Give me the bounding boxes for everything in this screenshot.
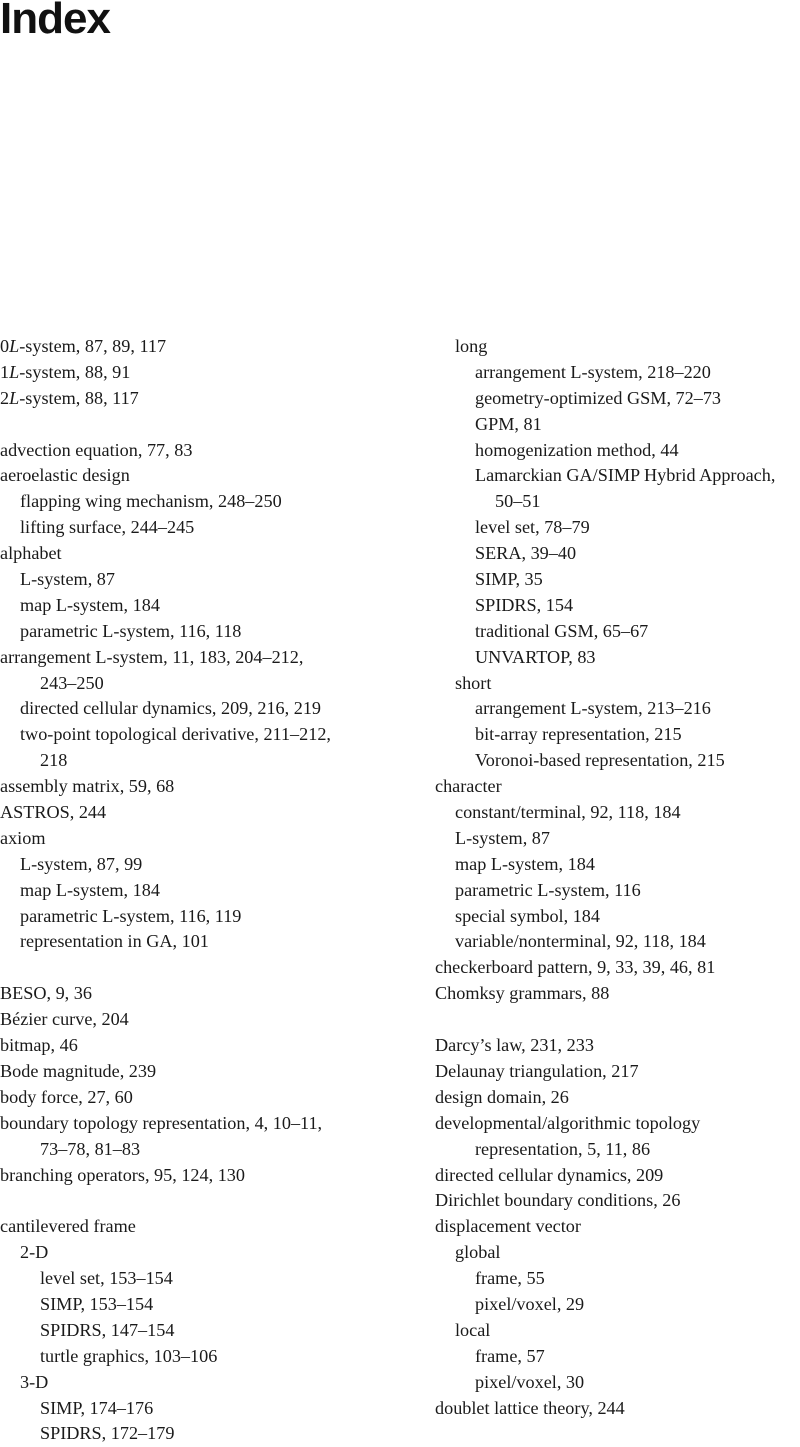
entry-text: 73–78, 81–83: [40, 1138, 141, 1159]
entry-text: level set, 78–79: [475, 517, 590, 538]
index-entry: [435, 515, 800, 541]
entry-text: representation in GA, 101: [20, 931, 209, 952]
index-entry: [435, 1059, 800, 1085]
index-entry: [0, 981, 420, 1007]
entry-text: geometry-optimized GSM, 72–73: [475, 387, 722, 408]
entry-text: L-system, 87: [20, 569, 115, 590]
entry-text: boundary topology representation, 4, 10–11,: [0, 1112, 323, 1133]
index-entry: [435, 463, 800, 489]
index-entry: [0, 463, 420, 489]
page-title: Index: [0, 0, 110, 43]
index-entry: [0, 929, 420, 955]
entry-text: variable/nonterminal, 92, 118, 184: [455, 931, 706, 952]
entry-text: arrangement L-system, 213–216: [475, 698, 711, 719]
index-entry: [435, 412, 800, 438]
entry-text: Dirichlet boundary conditions, 26: [435, 1190, 681, 1211]
entry-text: 243–250: [40, 672, 104, 693]
entry-text: 218: [40, 750, 68, 771]
index-entry: [0, 1163, 420, 1189]
index-entry: [0, 1266, 420, 1292]
index-entry: [0, 1240, 420, 1266]
index-entry: [435, 800, 800, 826]
entry-text: two-point topological derivative, 211–212,: [20, 724, 331, 745]
entry-text: SIMP, 35: [475, 569, 543, 590]
entry-text: L-system, 87, 99: [20, 853, 143, 874]
index-entry: [0, 1059, 420, 1085]
entry-text: long: [455, 336, 488, 356]
entry-text: directed cellular dynamics, 209, 216, 219: [20, 698, 322, 719]
index-entry: [0, 852, 420, 878]
entry-text: checkerboard pattern, 9, 33, 39, 46, 81: [435, 957, 716, 978]
index-entry: [0, 774, 420, 800]
entry-text: map L-system, 184: [20, 594, 160, 615]
index-entry: [435, 1344, 800, 1370]
index-entry: [435, 438, 800, 464]
index-entry: [0, 1007, 420, 1033]
entry-text: aeroelastic design: [0, 465, 130, 486]
index-entry-continuation: [0, 748, 420, 774]
index-column-left: [0, 334, 420, 1447]
index-entry: [0, 645, 420, 671]
index-entry: [0, 1214, 420, 1240]
index-entry: [0, 515, 420, 541]
entry-text: Delaunay triangulation, 217: [435, 1060, 639, 1081]
index-entry: [0, 438, 420, 464]
entry-italic: L: [9, 361, 20, 382]
entry-text: Chomksy grammars, 88: [435, 983, 610, 1004]
entry-text: level set, 153–154: [40, 1268, 173, 1289]
entry-text: local: [455, 1319, 491, 1340]
entry-text: 2-D: [20, 1242, 49, 1263]
entry-text: parametric L-system, 116, 119: [20, 905, 242, 926]
index-entry: [0, 1421, 420, 1447]
entry-text: special symbol, 184: [455, 905, 600, 926]
entry-text: Darcy’s law, 231, 233: [435, 1035, 594, 1056]
index-entry: [435, 696, 800, 722]
index-entry: [0, 541, 420, 567]
entry-text: Lamarckian GA/SIMP Hybrid Approach,: [475, 465, 776, 486]
entry-prefix: 0: [0, 336, 10, 356]
entry-text: SPIDRS, 147–154: [40, 1319, 175, 1340]
entry-text: character: [435, 776, 502, 797]
entry-text: representation, 5, 11, 86: [475, 1138, 651, 1159]
index-entry: [0, 826, 420, 852]
index-entry-continuation: [0, 1137, 420, 1163]
index-entry: [435, 774, 800, 800]
entry-text: map L-system, 184: [455, 853, 595, 874]
entry-text: turtle graphics, 103–106: [40, 1345, 218, 1366]
entry-text: parametric L-system, 116, 118: [20, 620, 242, 641]
index-entry: [435, 1033, 800, 1059]
index-entry: [435, 1318, 800, 1344]
entry-text: branching operators, 95, 124, 130: [0, 1164, 245, 1185]
entry-text: frame, 57: [475, 1345, 545, 1366]
index-entry: [435, 1240, 800, 1266]
entry-text: developmental/algorithmic topology: [435, 1112, 701, 1133]
index-entry: [435, 929, 800, 955]
index-entry: [0, 722, 420, 748]
index-entry: [435, 1370, 800, 1396]
entry-text: -system, 88, 117: [19, 387, 139, 408]
index-entry: [435, 878, 800, 904]
entry-text: bit-array representation, 215: [475, 724, 682, 745]
index-entry: [0, 1111, 420, 1137]
index-entry: [435, 1266, 800, 1292]
entry-text: 50–51: [495, 491, 541, 512]
index-entry: [435, 645, 800, 671]
index-entry: [0, 334, 420, 360]
entry-text: Bézier curve, 204: [0, 1009, 129, 1030]
entry-text: global: [455, 1242, 501, 1263]
index-column-right: [435, 334, 800, 1421]
entry-italic: L: [9, 387, 20, 408]
entry-text: traditional GSM, 65–67: [475, 620, 649, 641]
entry-prefix: 1: [0, 361, 10, 382]
entry-text: homogenization method, 44: [475, 439, 679, 460]
entry-text: GPM, 81: [475, 413, 542, 434]
entry-text: SIMP, 153–154: [40, 1293, 154, 1314]
entry-text: design domain, 26: [435, 1086, 569, 1107]
entry-gap: [435, 1007, 800, 1033]
entry-text: frame, 55: [475, 1268, 545, 1289]
entry-text: Bode magnitude, 239: [0, 1060, 157, 1081]
index-entry: [0, 1033, 420, 1059]
entry-text: doublet lattice theory, 244: [435, 1397, 625, 1418]
index-entry: [435, 1396, 800, 1422]
index-entry: [435, 1085, 800, 1111]
entry-text: -system, 87, 89, 117: [19, 336, 167, 356]
index-entry: [435, 1163, 800, 1189]
index-entry: [435, 619, 800, 645]
index-entry: [435, 826, 800, 852]
index-entry: [0, 1085, 420, 1111]
entry-gap: [0, 955, 420, 981]
index-entry-continuation: [0, 671, 420, 697]
entry-text: directed cellular dynamics, 209: [435, 1164, 664, 1185]
index-entry: [435, 1214, 800, 1240]
entry-gap: [0, 1188, 420, 1214]
entry-text: arrangement L-system, 218–220: [475, 361, 711, 382]
index-entry: [0, 1370, 420, 1396]
entry-text: alphabet: [0, 543, 62, 564]
entry-text: -system, 88, 91: [19, 361, 131, 382]
index-entry: [0, 904, 420, 930]
entry-text: pixel/voxel, 29: [475, 1293, 585, 1314]
index-entry: [435, 1188, 800, 1214]
index-entry: [435, 955, 800, 981]
index-entry: [0, 696, 420, 722]
index-entry: [435, 722, 800, 748]
index-entry: [435, 904, 800, 930]
entry-text: SPIDRS, 172–179: [40, 1423, 175, 1444]
index-entry: [435, 386, 800, 412]
entry-text: assembly matrix, 59, 68: [0, 776, 175, 797]
index-entry: [0, 1318, 420, 1344]
entry-text: SPIDRS, 154: [475, 594, 574, 615]
index-entry: [0, 567, 420, 593]
entry-text: L-system, 87: [455, 827, 550, 848]
entry-prefix: 2: [0, 387, 10, 408]
index-entry: [435, 1111, 800, 1137]
index-entry: [0, 386, 420, 412]
entry-text: constant/terminal, 92, 118, 184: [455, 802, 681, 823]
entry-text: map L-system, 184: [20, 879, 160, 900]
index-entry: [435, 671, 800, 697]
entry-text: short: [455, 672, 492, 693]
index-entry: [435, 981, 800, 1007]
index-entry: [0, 878, 420, 904]
entry-italic: L: [9, 336, 20, 356]
index-entry: [0, 489, 420, 515]
index-entry: [0, 360, 420, 386]
index-entry: [0, 1292, 420, 1318]
entry-text: Voronoi-based representation, 215: [475, 750, 725, 771]
entry-text: arrangement L-system, 11, 183, 204–212,: [0, 646, 304, 667]
index-entry-continuation: [435, 489, 800, 515]
entry-text: 3-D: [20, 1371, 49, 1392]
entry-text: body force, 27, 60: [0, 1086, 133, 1107]
index-entry: [0, 1344, 420, 1370]
index-entry: [435, 334, 800, 360]
entry-text: ASTROS, 244: [0, 802, 107, 823]
entry-text: SIMP, 174–176: [40, 1397, 154, 1418]
index-entry-continuation: [435, 1137, 800, 1163]
index-entry: [435, 1292, 800, 1318]
index-entry: [435, 567, 800, 593]
entry-text: bitmap, 46: [0, 1035, 78, 1056]
entry-text: axiom: [0, 827, 46, 848]
index-entry: [0, 619, 420, 645]
entry-text: UNVARTOP, 83: [475, 646, 596, 667]
entry-gap: [0, 412, 420, 438]
entry-text: parametric L-system, 116: [455, 879, 641, 900]
index-entry: [435, 541, 800, 567]
entry-text: lifting surface, 244–245: [20, 517, 195, 538]
index-entry: [0, 1396, 420, 1422]
entry-text: flapping wing mechanism, 248–250: [20, 491, 282, 512]
entry-text: displacement vector: [435, 1216, 581, 1237]
index-entry: [435, 748, 800, 774]
index-entry: [435, 852, 800, 878]
entry-text: BESO, 9, 36: [0, 983, 92, 1004]
index-entry: [0, 800, 420, 826]
entry-text: advection equation, 77, 83: [0, 439, 193, 460]
entry-text: SERA, 39–40: [475, 543, 577, 564]
entry-text: pixel/voxel, 30: [475, 1371, 585, 1392]
entry-text: cantilevered frame: [0, 1216, 136, 1237]
index-entry: [0, 593, 420, 619]
index-entry: [435, 593, 800, 619]
index-entry: [435, 360, 800, 386]
